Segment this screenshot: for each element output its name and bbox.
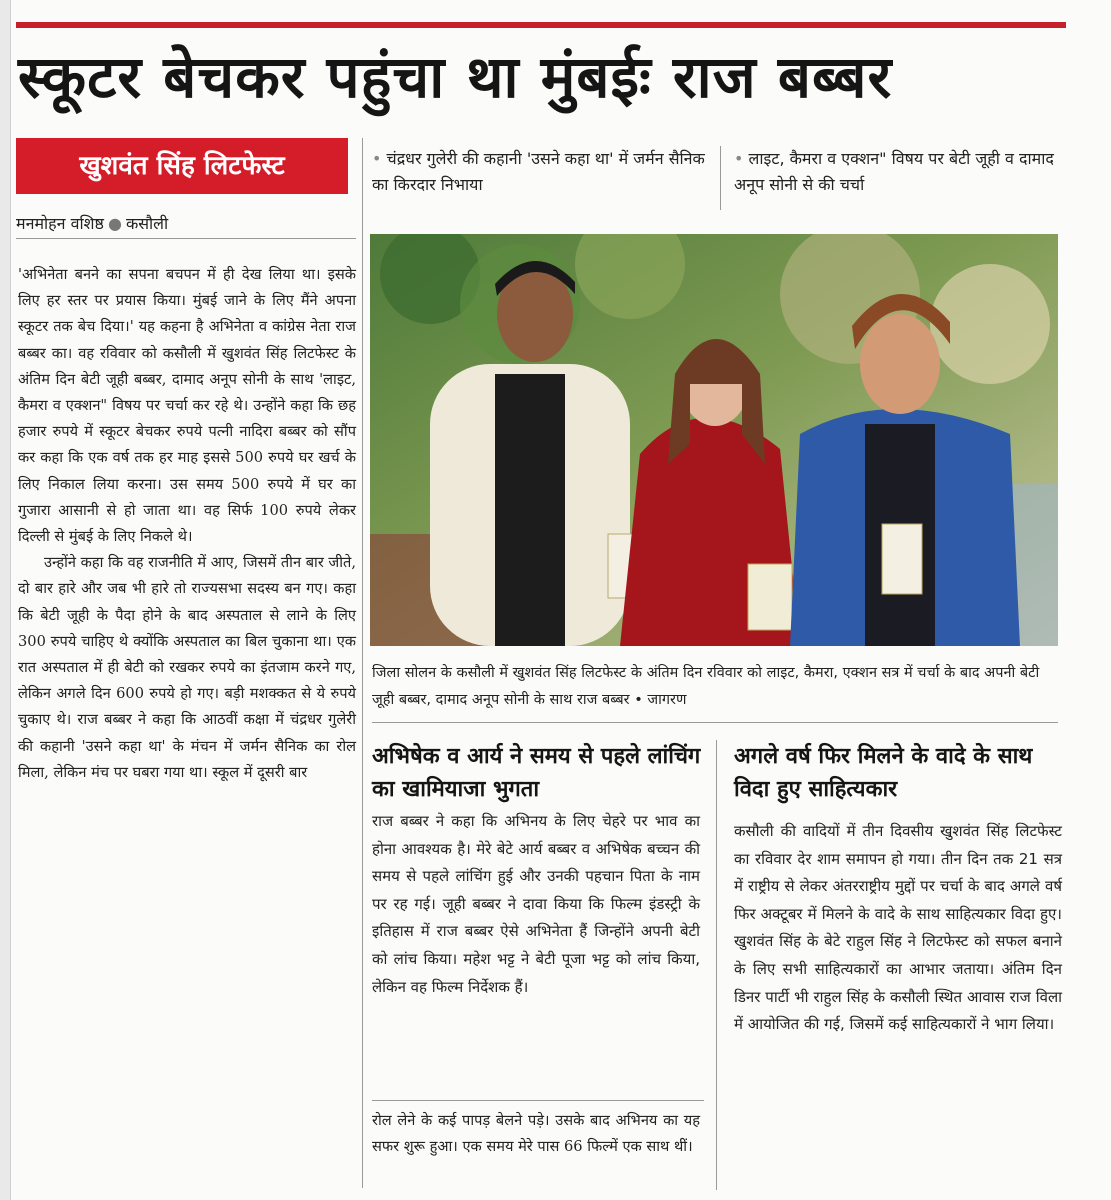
byline-author: मनमोहन वशिष्ठ bbox=[16, 214, 104, 233]
bullet-icon: ● bbox=[107, 214, 122, 233]
photo-illustration bbox=[370, 234, 1058, 646]
byline bbox=[16, 212, 356, 234]
story-right-headline: अगले वर्ष फिर मिलने के वादे के साथ विदा हुए साहित्यकार bbox=[734, 743, 1033, 802]
story-paragraph: उन्होंने कहा कि वह राजनीति में आए, जिसमें तीन बार जीते, दो बार हारे और जब भी हारे तो राज्यसभा सदस्य बन गए। कहा कि बेटी जूही के पैदा होने के बाद अस्पताल से लाने के लिए 300 रुपये चाहिए थे क्योंकि अस्पताल का बिल चुकाना था। एक रात अस्पताल में ही बेटी को रखकर रुपये का इंतजाम करने गए, लेकिन अगले दिन 600 रुपये हो गए। बड़ी मशक्कत से ये रुपये चुकाए थे। राज बब्बर ने कहा कि आठवीं कक्षा में चंद्रधर गुलेरी की कहानी 'उसने कहा था' के मंचन में जर्मन सैनिक का रोल मिला, लेकिन मंच पर घबरा गया था। स्कूल में दूसरी बार bbox=[18, 554, 356, 781]
teaser-1 bbox=[372, 146, 712, 198]
byline-divider bbox=[16, 238, 356, 239]
teaser-divider bbox=[720, 146, 721, 210]
caption-divider bbox=[372, 722, 1058, 723]
column-divider bbox=[716, 740, 717, 1190]
continuation-divider bbox=[372, 1100, 704, 1101]
bullet-icon: • bbox=[734, 149, 749, 168]
page-edge bbox=[0, 0, 11, 1200]
teaser-text: चंद्रधर गुलेरी की कहानी 'उसने कहा था' में जर्मन सैनिक का किरदार निभाया bbox=[372, 149, 705, 194]
story-mid-body: राज बब्बर ने कहा कि अभिनय के लिए चेहरे पर भाव का होना आवश्यक है। मेरे बेटे आर्य बब्बर व अभिषेक बच्चन की समय से पहले लांचिंग हुई और उनकी पहचान पिता के नाम पर रह गई। जूही बब्बर ने दावा किया कि फिल्म इंडस्ट्री के इतिहास में राज बब्बर ऐसे अभिनेता हैं जिन्होंने अपनी बेटी को लांच किया। महेश भट्ट ने बेटी पूजा भट्ट को लांच किया, लेकिन वह फिल्म निर्देशक हैं। bbox=[372, 812, 700, 996]
story-right-body: कसौली की वादियों में तीन दिवसीय खुशवंत सिंह लिटफेस्ट का रविवार देर शाम समापन हो गया। तीन दिन तक 21 सत्र में राष्ट्रीय से लेकर अंतरराष्ट्रीय मुद्दों पर चर्चा के बाद अगले वर्ष फिर अक्टूबर में मिलने के वादे के साथ साहित्यकार विदा हुए। खुशवंत सिंह के बेटे राहुल सिंह ने लिटफेस्ट को सफल बनाने के लिए सभी साहित्यकारों का आभार जताया। अंतिम दिन डिनर पार्टी भी राहुल सिंह के कसौली स्थित आवास राज विला में आयोजित की गई, जिसमें कई साहित्यकारों ने भाग लिया। bbox=[734, 822, 1062, 1034]
festival-label: खुशवंत सिंह लिटफेस्ट bbox=[16, 138, 348, 194]
column-divider bbox=[362, 138, 363, 1188]
byline-place: कसौली bbox=[125, 214, 169, 233]
teaser-text: लाइट, कैमरा व एक्शन" विषय पर बेटी जूही व दामाद अनूप सोनी से की चर्चा bbox=[734, 149, 1054, 194]
photo-caption: जिला सोलन के कसौली में खुशवंत सिंह लिटफेस्ट के अंतिम दिन रविवार को लाइट, कैमरा, एक्शन सत्र में चर्चा के बाद अपनी बेटी जूही बब्बर, दामाद अनूप सोनी के साथ राज बब्बर • जागरण bbox=[372, 665, 1040, 708]
story-mid-headline: अभिषेक व आर्य ने समय से पहले लांचिंग का खामियाजा भुगता bbox=[372, 743, 701, 802]
left-column-story bbox=[18, 262, 356, 786]
story-paragraph: 'अभिनेता बनने का सपना बचपन में ही देख लिया था। इसके लिए हर स्तर पर प्रयास किया। मुंबई जाने के लिए मैंने अपना स्कूटर तक बेच दिया।' यह कहना है अभिनेता व कांग्रेस नेता राज बब्बर का। वह रविवार को कसौली में खुशवंत सिंह लिटफेस्ट के अंतिम दिन बेटी जूही बब्बर, दामाद अनूप सोनी के साथ 'लाइट, कैमरा व एक्शन" विषय पर चर्चा कर रहे थे। उन्होंने कहा कि छह हजार रुपये में स्कूटर बेचकर रुपये पत्नी नादिरा बब्बर को सौंप कर कहा कि एक वर्ष तक हर माह इससे 500 रुपये घर खर्च के लिए निकाल लिया करना। उस समय 500 रुपये में घर का गुजारा आसानी से हो जाता था। वह सिर्फ 100 रुपये लेकर दिल्ली से मुंबई के लिए निकले थे। bbox=[18, 266, 356, 546]
bullet-icon: • bbox=[372, 149, 387, 168]
main-headline: स्कूटर बेचकर पहुंचा था मुंबईः राज बब्बर bbox=[18, 43, 893, 111]
news-photo bbox=[370, 234, 1058, 646]
teaser-2 bbox=[734, 146, 1074, 198]
top-red-rule bbox=[16, 22, 1066, 28]
story-continuation: रोल लेने के कई पापड़ बेलने पड़े। उसके बाद अभिनय का यह सफर शुरू हुआ। एक समय मेरे पास 66 फिल्में एक साथ थीं। bbox=[372, 1112, 700, 1156]
